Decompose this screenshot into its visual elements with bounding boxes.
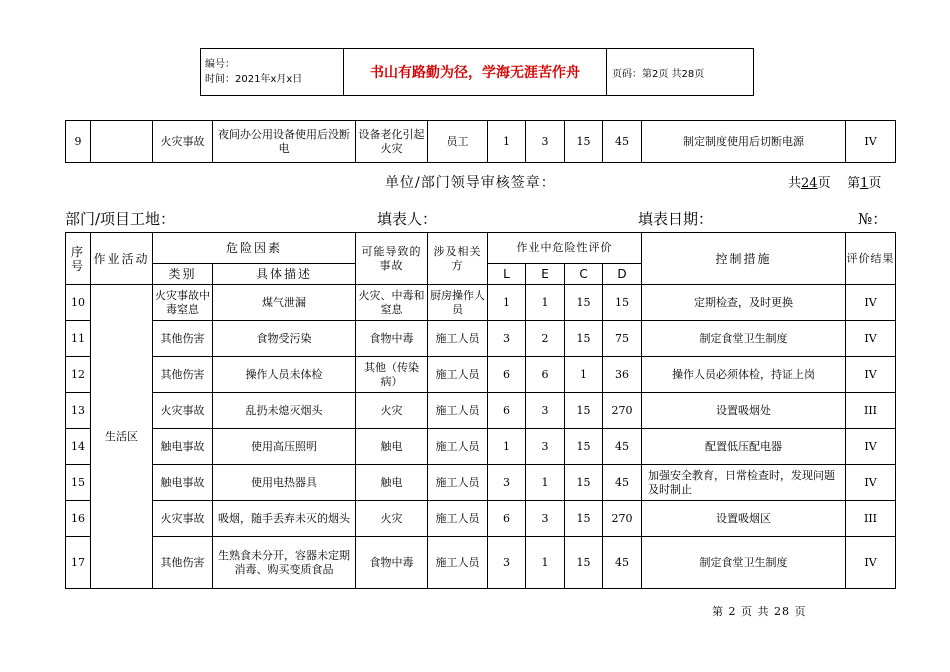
col-no-header: 序号 <box>66 233 91 285</box>
row-d: 36 <box>603 357 642 393</box>
row-party: 厨房操作人员 <box>428 285 488 321</box>
sign-title: 单位/部门领导审核签章： <box>385 175 556 191</box>
row-party: 施工人员 <box>428 429 488 465</box>
number-field-label: №： <box>858 210 888 228</box>
row-result: IV <box>846 285 896 321</box>
row-c: 15 <box>565 393 603 429</box>
row-l: 6 <box>488 393 526 429</box>
col-c-header: C <box>565 264 603 285</box>
row-desc: 生熟食未分开，容器未定期消毒、购买变质食品 <box>213 537 356 589</box>
row-party: 施工人员 <box>428 393 488 429</box>
row-accident: 触电 <box>356 465 428 501</box>
row-l: 3 <box>488 465 526 501</box>
row-measure: 定期检查，及时更换 <box>642 285 846 321</box>
row-accident: 火灾 <box>356 501 428 537</box>
col-e-header: E <box>526 264 565 285</box>
row-l: 1 <box>488 429 526 465</box>
row-result: IV <box>846 357 896 393</box>
col-type-header: 类别 <box>153 264 213 285</box>
col-measure-header: 控制措施 <box>642 233 846 285</box>
row-accident: 食物中毒 <box>356 321 428 357</box>
row-type: 火灾事故中毒窒息 <box>153 285 213 321</box>
page-info <box>788 172 881 191</box>
row-e: 1 <box>526 285 565 321</box>
header-page-label: 页码：第2页 共28页 <box>607 49 754 96</box>
table-row <box>66 501 896 537</box>
row-accident: 设备老化引起火灾 <box>356 121 428 163</box>
col-desc-header: 具体描述 <box>213 264 356 285</box>
row-d: 45 <box>603 429 642 465</box>
row-no: 11 <box>66 321 91 357</box>
row-e: 3 <box>526 121 565 163</box>
code-label: 编号： <box>205 59 235 70</box>
row-accident: 火灾、中毒和窒息 <box>356 285 428 321</box>
row-party: 施工人员 <box>428 501 488 537</box>
row-party: 施工人员 <box>428 537 488 589</box>
header-code-time <box>201 49 344 96</box>
row-desc: 操作人员未体检 <box>213 357 356 393</box>
row-d: 45 <box>603 537 642 589</box>
row-desc: 夜间办公用设备使用后没断电 <box>213 121 356 163</box>
row-c: 15 <box>565 285 603 321</box>
row-l: 3 <box>488 537 526 589</box>
row-no: 16 <box>66 501 91 537</box>
col-risk-header: 作业中危险性评价 <box>488 233 642 264</box>
col-d-header: D <box>603 264 642 285</box>
row-party: 施工人员 <box>428 465 488 501</box>
header-motto: 书山有路勤为径，学海无涯苦作舟 <box>344 49 607 96</box>
row-type: 触电事故 <box>153 465 213 501</box>
col-party-header: 涉及相关方 <box>428 233 488 285</box>
row-c: 15 <box>565 501 603 537</box>
row-no: 15 <box>66 465 91 501</box>
row-desc: 使用高压照明 <box>213 429 356 465</box>
row-l: 1 <box>488 285 526 321</box>
row-type: 火灾事故 <box>153 393 213 429</box>
current-suffix: 页 <box>868 176 882 191</box>
row-measure: 加强安全教育，日常检查时，发现问题及时制止 <box>642 465 846 501</box>
row-c: 1 <box>565 357 603 393</box>
previous-page-row-table <box>65 120 896 163</box>
row-c: 15 <box>565 537 603 589</box>
date-field-label: 填表日期： <box>638 210 714 228</box>
row-e: 1 <box>526 537 565 589</box>
document-header <box>200 48 754 96</box>
risk-evaluation-table <box>65 232 896 589</box>
table-row <box>66 537 896 589</box>
table-row <box>66 465 896 501</box>
row-accident: 触电 <box>356 429 428 465</box>
row-no: 10 <box>66 285 91 321</box>
col-activity-header: 作业活动 <box>91 233 153 285</box>
row-result: IV <box>846 465 896 501</box>
row-measure: 操作人员必须体检，持证上岗 <box>642 357 846 393</box>
dept-field-label: 部门/项目工地： <box>65 210 176 228</box>
row-party: 施工人员 <box>428 357 488 393</box>
row-desc: 煤气泄漏 <box>213 285 356 321</box>
row-no: 9 <box>66 121 91 163</box>
row-type: 触电事故 <box>153 429 213 465</box>
row-e: 1 <box>526 465 565 501</box>
table-row <box>66 121 896 163</box>
row-e: 6 <box>526 357 565 393</box>
row-accident: 其他（传染病） <box>356 357 428 393</box>
row-result: IV <box>846 321 896 357</box>
row-e: 3 <box>526 429 565 465</box>
table-header-row <box>66 233 896 264</box>
table-row <box>66 321 896 357</box>
row-l: 3 <box>488 321 526 357</box>
table-row <box>66 357 896 393</box>
row-result: IV <box>846 537 896 589</box>
row-d: 15 <box>603 285 642 321</box>
row-desc: 食物受污染 <box>213 321 356 357</box>
row-c: 15 <box>565 121 603 163</box>
row-result: III <box>846 393 896 429</box>
row-l: 1 <box>488 121 526 163</box>
row-party: 施工人员 <box>428 321 488 357</box>
row-activity <box>91 121 153 163</box>
col-l-header: L <box>488 264 526 285</box>
row-c: 15 <box>565 429 603 465</box>
row-l: 6 <box>488 501 526 537</box>
activity-group-cell: 生活区 <box>91 285 153 589</box>
row-e: 3 <box>526 393 565 429</box>
row-c: 15 <box>565 321 603 357</box>
row-no: 13 <box>66 393 91 429</box>
row-measure: 设置吸烟处 <box>642 393 846 429</box>
row-desc: 乱扔未熄灭烟头 <box>213 393 356 429</box>
current-prefix: 第 <box>847 176 861 191</box>
row-result: III <box>846 501 896 537</box>
row-no: 12 <box>66 357 91 393</box>
col-hazard-header: 危险因素 <box>153 233 356 264</box>
row-type: 其他伤害 <box>153 537 213 589</box>
row-measure: 制定食堂卫生制度 <box>642 537 846 589</box>
row-d: 45 <box>603 121 642 163</box>
row-result: IV <box>846 121 896 163</box>
total-prefix: 共 <box>788 176 802 191</box>
total-suffix: 页 <box>817 176 831 191</box>
row-d: 270 <box>603 393 642 429</box>
row-desc: 吸烟，随手丢弃未灭的烟头 <box>213 501 356 537</box>
row-measure: 制定食堂卫生制度 <box>642 321 846 357</box>
current-page: 1 <box>860 176 869 191</box>
row-accident: 食物中毒 <box>356 537 428 589</box>
filler-field-label: 填表人： <box>377 210 438 228</box>
row-d: 75 <box>603 321 642 357</box>
row-type: 火灾事故 <box>153 121 213 163</box>
row-no: 14 <box>66 429 91 465</box>
row-e: 3 <box>526 501 565 537</box>
row-type: 其他伤害 <box>153 321 213 357</box>
col-result-header: 评价结果 <box>846 233 896 285</box>
row-measure: 制定制度使用后切断电源 <box>642 121 846 163</box>
row-d: 45 <box>603 465 642 501</box>
col-accident-header: 可能导致的事故 <box>356 233 428 285</box>
row-measure: 配置低压配电器 <box>642 429 846 465</box>
table-row <box>66 429 896 465</box>
row-result: IV <box>846 429 896 465</box>
row-type: 火灾事故 <box>153 501 213 537</box>
row-d: 270 <box>603 501 642 537</box>
row-party: 员工 <box>428 121 488 163</box>
row-measure: 设置吸烟区 <box>642 501 846 537</box>
row-e: 2 <box>526 321 565 357</box>
time-label: 时间：2021年x月x日 <box>205 74 303 85</box>
row-accident: 火灾 <box>356 393 428 429</box>
table-row <box>66 393 896 429</box>
page-footer: 第 2 页 共 28 页 <box>712 605 807 618</box>
row-desc: 使用电热器具 <box>213 465 356 501</box>
total-pages: 24 <box>801 176 818 191</box>
row-no: 17 <box>66 537 91 589</box>
row-c: 15 <box>565 465 603 501</box>
row-l: 6 <box>488 357 526 393</box>
table-row <box>66 285 896 321</box>
row-type: 其他伤害 <box>153 357 213 393</box>
